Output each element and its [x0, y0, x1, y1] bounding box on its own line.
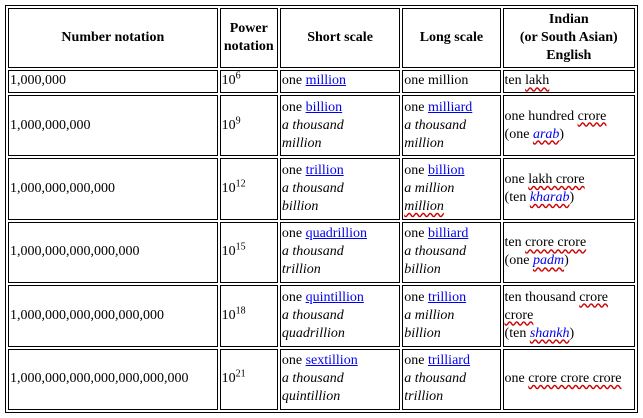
- indian-cell: [503, 158, 635, 219]
- power-exponent: 21: [235, 368, 246, 380]
- long-alt-line2: billion: [404, 262, 441, 278]
- number-value: 1,000,000,000: [10, 117, 91, 133]
- power-cell: [220, 222, 278, 283]
- long-scale-cell: [402, 349, 500, 410]
- number-cell: [8, 95, 218, 156]
- indian-alt-link[interactable]: arab: [532, 126, 560, 142]
- power-exponent: 15: [235, 241, 246, 253]
- short-alt-line2: quintillion: [281, 389, 341, 405]
- table-row: [8, 285, 635, 346]
- power-cell: [220, 349, 278, 410]
- number-cell: [8, 285, 218, 346]
- long-alt-line1: a thousand: [404, 117, 467, 133]
- short-scale-link[interactable]: quintillion: [305, 289, 364, 305]
- power-base: 10: [221, 371, 236, 387]
- number-cell: [8, 70, 218, 93]
- short-alt-line2: million: [281, 135, 322, 151]
- header-indian-english: [503, 8, 635, 68]
- long-alt-line1: a thousand: [404, 244, 467, 260]
- indian-alt-link[interactable]: shankh: [529, 325, 570, 341]
- long-scale-link[interactable]: billiard: [427, 226, 469, 242]
- indian-alt-open: (one: [504, 126, 530, 142]
- short-scale-cell: [280, 285, 400, 346]
- long-alt-line2: million: [404, 199, 444, 214]
- power-base: 10: [221, 181, 236, 196]
- indian-word: crore crore: [504, 289, 608, 323]
- long-alt-line1: a thousand: [404, 371, 467, 387]
- power-cell: [220, 285, 278, 346]
- power-exponent: 6: [235, 70, 241, 82]
- short-scale-cell: [280, 158, 400, 219]
- power-cell: [220, 95, 278, 156]
- number-value: 1,000,000,000,000,000,000,000: [10, 371, 189, 387]
- number-cell: [8, 158, 218, 219]
- long-alt-line2: million: [404, 135, 444, 151]
- header-power-line2: notation: [223, 39, 274, 54]
- short-scale-cell: [280, 222, 400, 283]
- indian-cell: [503, 285, 635, 346]
- indian-word: lakh: [525, 73, 550, 89]
- header-short-label: Short scale: [307, 30, 373, 45]
- header-long-scale: [402, 8, 500, 68]
- short-alt-line1: a thousand: [281, 244, 344, 260]
- power-base: 10: [221, 117, 236, 133]
- indian-word: crore: [577, 108, 607, 124]
- table-row: [8, 349, 635, 410]
- long-alt-line1: a million: [404, 181, 455, 196]
- short-scale-link[interactable]: quadrillion: [305, 226, 368, 242]
- number-value: 1,000,000: [10, 73, 66, 89]
- indian-text: ten thousand: [504, 289, 576, 305]
- long-alt-line2: billion: [404, 325, 441, 341]
- table-row: [8, 222, 635, 283]
- short-alt-line1: a thousand: [281, 371, 344, 387]
- header-power-notation: [220, 8, 278, 68]
- indian-cell: [503, 95, 635, 156]
- table-row: [8, 70, 635, 93]
- header-indian-line3: English: [546, 48, 592, 63]
- short-scale-cell: [280, 95, 400, 156]
- table-row: [8, 158, 635, 219]
- indian-text: ten: [504, 73, 522, 89]
- long-scale-cell: [402, 158, 500, 219]
- short-scale-cell: [280, 349, 400, 410]
- header-short-scale: [280, 8, 400, 68]
- indian-cell: [503, 349, 635, 410]
- header-row: [8, 8, 635, 68]
- long-prefix: one: [404, 99, 425, 115]
- long-scale-link[interactable]: billion: [427, 163, 465, 178]
- short-prefix: one: [281, 163, 303, 178]
- long-prefix: one: [404, 226, 425, 242]
- number-scales-table: [5, 5, 638, 413]
- long-scale-cell: [402, 70, 500, 93]
- long-scale-link[interactable]: trillion: [427, 289, 467, 305]
- short-alt-line2: billion: [281, 199, 319, 214]
- long-prefix: one: [404, 289, 425, 305]
- indian-alt-open: (ten: [504, 325, 527, 341]
- short-prefix: one: [281, 226, 303, 242]
- power-base: 10: [221, 244, 236, 260]
- header-indian-line2: (or South Asian): [519, 30, 618, 45]
- short-alt-line1: a thousand: [281, 117, 344, 133]
- indian-alt-link[interactable]: kharab: [529, 190, 570, 205]
- number-cell: [8, 222, 218, 283]
- indian-alt-open: (ten: [504, 190, 527, 205]
- short-prefix: one: [281, 73, 303, 89]
- indian-word: crore crore crore: [528, 371, 622, 387]
- short-alt-line2: quadrillion: [281, 325, 345, 341]
- number-value: 1,000,000,000,000: [10, 181, 115, 196]
- number-value: 1,000,000,000,000,000,000: [10, 307, 164, 323]
- indian-alt-open: (one: [504, 253, 530, 269]
- long-prefix: one million: [404, 73, 469, 89]
- indian-alt-link[interactable]: padm: [532, 253, 565, 269]
- header-power-line1: Power: [229, 21, 268, 36]
- header-number-label: Number notation: [61, 30, 165, 45]
- long-scale-cell: [402, 222, 500, 283]
- long-alt-line1: a million: [404, 307, 455, 323]
- long-prefix: one: [404, 353, 425, 369]
- short-prefix: one: [281, 353, 303, 369]
- long-scale-link[interactable]: trilliard: [427, 353, 470, 369]
- long-scale-cell: [402, 285, 500, 346]
- indian-alt-close: ): [559, 126, 565, 142]
- table-row: [8, 95, 635, 156]
- short-alt-line1: a thousand: [281, 307, 344, 323]
- short-alt-line1: a thousand: [281, 181, 344, 196]
- indian-alt-close: ): [569, 190, 575, 205]
- short-scale-link[interactable]: billion: [305, 99, 343, 115]
- indian-alt-close: ): [569, 325, 575, 341]
- long-alt-line2: trillion: [404, 389, 444, 405]
- power-exponent: 18: [235, 305, 246, 317]
- power-exponent: 9: [235, 114, 241, 126]
- number-cell: [8, 349, 218, 410]
- short-scale-cell: [280, 70, 400, 93]
- header-long-label: Long scale: [419, 30, 484, 45]
- indian-word: lakh crore: [528, 172, 585, 187]
- indian-alt-close: ): [564, 253, 569, 269]
- indian-text: one: [504, 172, 525, 187]
- indian-word: crore crore: [525, 235, 587, 251]
- indian-cell: [503, 222, 635, 283]
- long-prefix: one: [404, 163, 425, 178]
- short-scale-link[interactable]: sextillion: [305, 353, 358, 369]
- power-cell: [220, 158, 278, 219]
- number-value: 1,000,000,000,000,000: [10, 244, 140, 260]
- short-scale-link[interactable]: trillion: [305, 163, 344, 178]
- power-exponent: 12: [235, 178, 246, 190]
- power-base: 10: [221, 73, 236, 89]
- short-prefix: one: [281, 99, 303, 115]
- short-scale-link[interactable]: million: [305, 73, 347, 89]
- short-prefix: one: [281, 289, 303, 305]
- indian-text: one: [504, 371, 525, 387]
- long-scale-link[interactable]: milliard: [427, 99, 473, 115]
- indian-cell: [503, 70, 635, 93]
- indian-text: one hundred: [504, 108, 575, 124]
- header-indian-line1: Indian: [548, 12, 589, 27]
- power-base: 10: [221, 307, 236, 323]
- header-number-notation: [8, 8, 218, 68]
- long-scale-cell: [402, 95, 500, 156]
- short-alt-line2: trillion: [281, 262, 321, 278]
- indian-text: ten: [504, 235, 522, 251]
- power-cell: [220, 70, 278, 93]
